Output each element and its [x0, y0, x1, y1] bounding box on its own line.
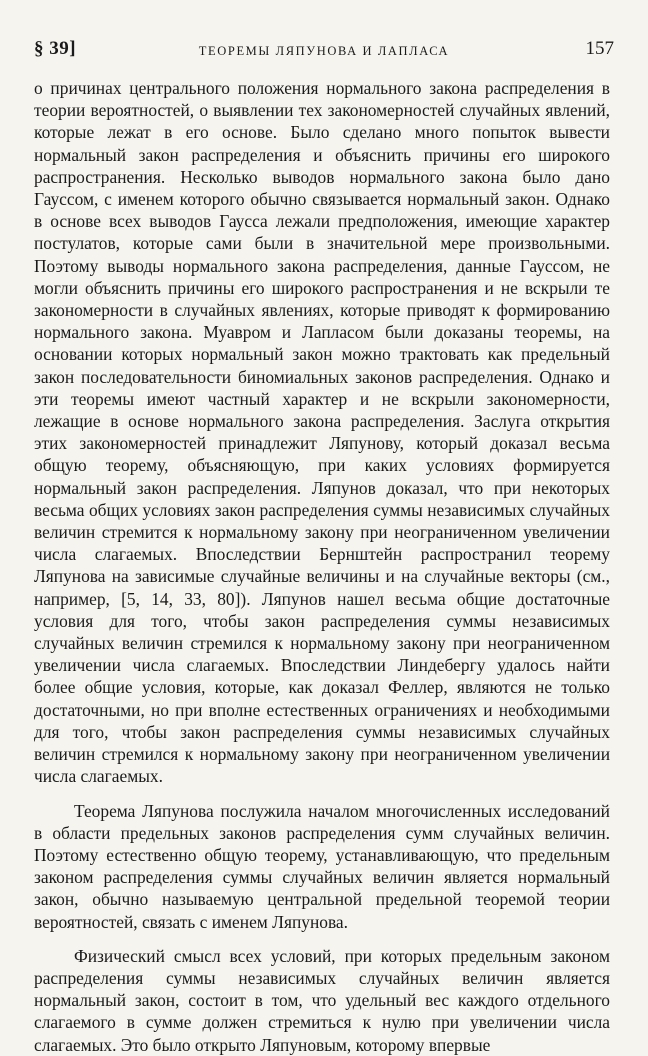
- section-reference: § 39]: [34, 38, 77, 59]
- paragraph-continuation: о причинах центрального положения нормального закона распределения в теории вероятностей, о выявлении тех закономерностей случайных явлений, которые лежат в его основе. Было сделано много попыток вывести нормальный закон распределения и объяснить причины его широкого распространения. Несколько выводов нормального закона было дано Гауссом, с именем которого обычно связывается нормальный закон. Однако в основе всех выводов Гаусса лежали предположения, имеющие характер постулатов, которые сами были в значительной мере произвольными. Поэтому выводы нормального закона распределения, данные Гауссом, не могли объяснить причины его широкого распространения и не вскрыли те закономерности в случайных явлениях, которые приводят к формированию нормального закона. Муавром и Лапласом были доказаны теоремы, на основании которых нормальный закон можно трактовать как предельный закон последовательности биномиальных законов распределения. Однако и эти теоремы имеют частный характер и не вскрыли закономерности, лежащие в основе нормального закона распределения. Заслуга открытия этих закономерностей принадлежит Ляпунову, который доказал весьма общую теорему, объясняющую, при каких условиях формируется нормальный закон распределения. Ляпунов доказал, что при некоторых весьма общих условиях закон распределения суммы независимых случайных величин стремится к нормальному закону при неограниченном увеличении числа слагаемых. Впоследствии Бернштейн распространил теорему Ляпунова на зависимые случайные величины и на случайные векторы (см., например, [5, 14, 33, 80]). Ляпунов нашел весьма общие достаточные условия для того, чтобы закон распределения суммы независимых случайных величин стремился к нормальному закону при неограниченном увеличении числа слагаемых. Впоследствии Линдебергу удалось найти более общие условия, которые, как доказал Феллер, являются не только достаточными, но при вполне естественных ограничениях и необходимыми для того, чтобы закон распределения суммы независимых случайных величин стремился к нормальному закону при неограниченном увеличении числа слагаемых.: [34, 78, 610, 787]
- page-number: 157: [585, 38, 614, 59]
- body-text: [34, 77, 610, 1056]
- paragraph-physical-meaning: Физический смысл всех условий, при которых предельным законом распределения суммы независимых случайных величин является нормальный закон, состоит в том, что удельный вес каждого отдельного слагаемого в сумме должен стремиться к нулю при увеличении числа слагаемых. Это было открыто Ляпуновым, которому впервые: [34, 945, 610, 1055]
- running-title: ТЕОРЕМЫ ЛЯПУНОВА И ЛАПЛАСА: [198, 44, 450, 58]
- paragraph-lyapunov-theorem: Теорема Ляпунова послужила началом многочисленных исследований в области предельных законов распределения сумм случайных величин. Поэтому естественно общую теорему, устанавливающую, что предельным законом распределения суммы случайных величин является нормальный закон, обычно называемую центральной предельной теоремой теории вероятностей, связать с именем Ляпунова.: [34, 800, 610, 932]
- running-head: [34, 38, 614, 66]
